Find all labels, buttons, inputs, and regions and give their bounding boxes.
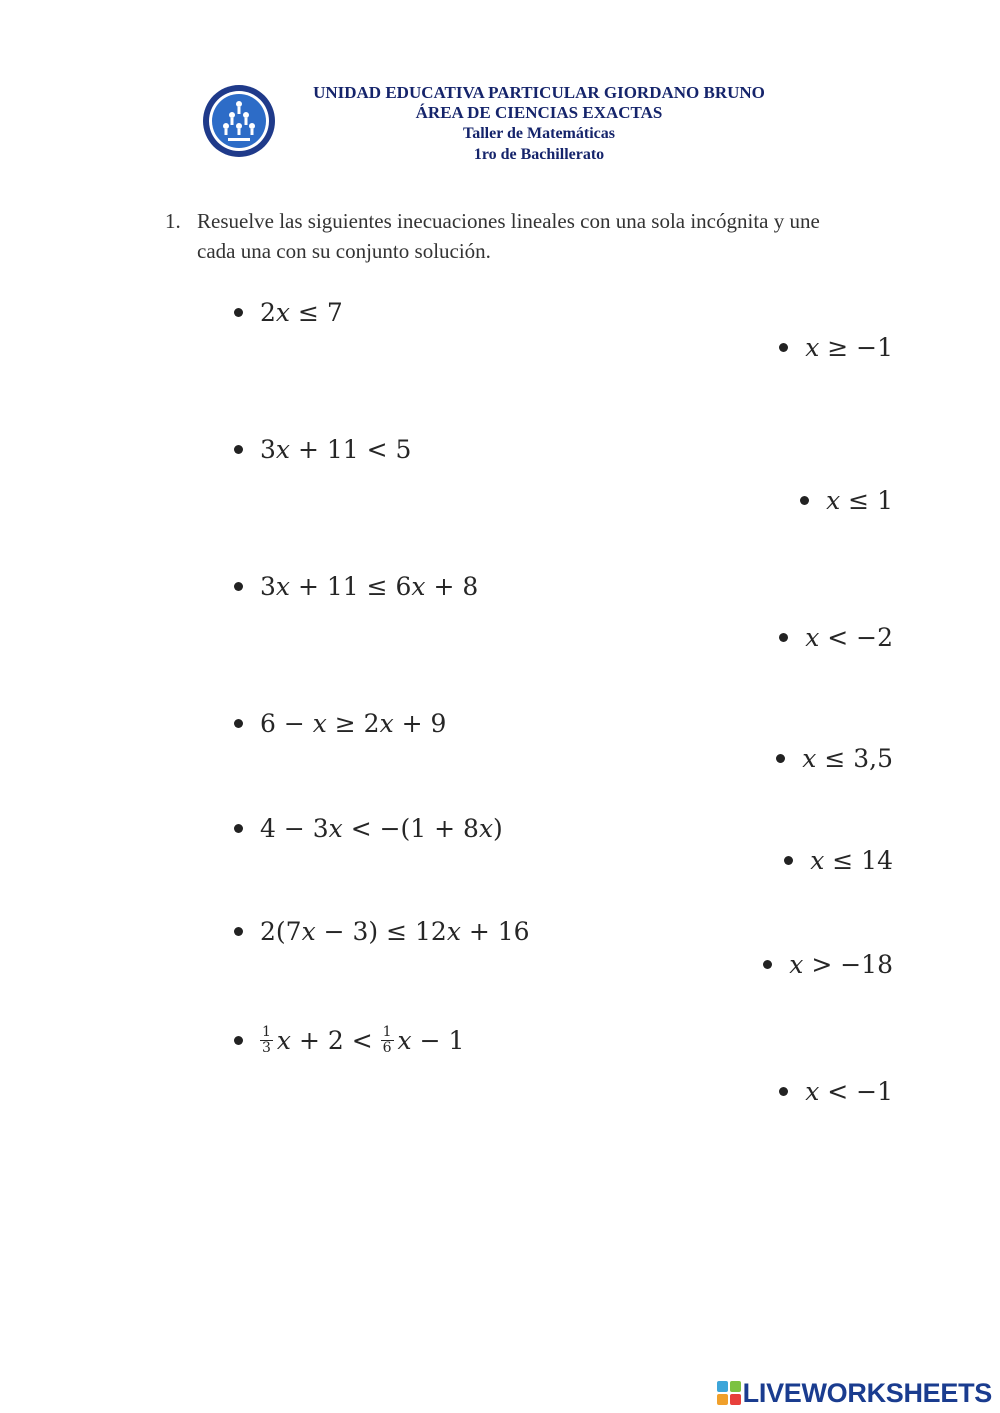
solution-text: 𝑥 ≤ 14 [810, 846, 893, 875]
inequality-text-part1: 𝑥 + 2 < [276, 1026, 373, 1055]
bullet-icon [779, 343, 788, 352]
solution-item[interactable] [800, 486, 893, 516]
inequality-item[interactable] [234, 814, 503, 844]
header [200, 82, 800, 177]
inequality-item[interactable] [234, 709, 446, 739]
solution-item[interactable] [784, 846, 893, 876]
solution-text: 𝑥 < −1 [805, 1077, 893, 1106]
solution-item[interactable] [779, 1077, 893, 1107]
bullet-icon [234, 582, 243, 591]
inequality-text: 6 − 𝑥 ≥ 2𝑥 + 9 [260, 709, 447, 738]
inequality-text: 2(7𝑥 − 3) ≤ 12𝑥 + 16 [260, 917, 530, 946]
fraction-numerator: 1 [382, 1024, 392, 1040]
solution-text: 𝑥 < −2 [805, 623, 893, 652]
solution-text: 𝑥 > −18 [789, 950, 893, 979]
area-name: ÁREA DE CIENCIAS EXACTAS [415, 103, 663, 122]
inequality-item[interactable] [234, 435, 411, 465]
bullet-icon [776, 754, 785, 763]
solution-item[interactable] [763, 950, 893, 980]
question-text: Resuelve las siguientes inecuaciones lineales con una sola incógnita y une cada una con su conjunto solución. [197, 209, 820, 263]
bullet-icon [784, 856, 793, 865]
solution-item[interactable] [779, 623, 893, 653]
brand-name: LIVEWORKSHEETS [742, 1377, 992, 1408]
inequality-item[interactable] [234, 1026, 464, 1058]
inequality-text: 3𝑥 + 11 ≤ 6𝑥 + 8 [260, 572, 479, 601]
inequality-item[interactable] [234, 917, 530, 947]
liveworksheets-brand[interactable] [717, 1378, 992, 1408]
fraction-denominator: 3 [262, 1040, 271, 1056]
inequality-text-part2: 𝑥 − 1 [397, 1026, 465, 1055]
liveworksheets-logo-icon [717, 1381, 741, 1405]
solution-text: 𝑥 ≤ 3,5 [802, 744, 893, 773]
fraction-numerator: 1 [262, 1024, 271, 1040]
bullet-icon [234, 719, 243, 728]
inequality-text: 2𝑥 ≤ 7 [260, 298, 343, 327]
solution-item[interactable] [776, 744, 893, 774]
inequality-item[interactable] [234, 572, 478, 602]
bullet-icon [234, 445, 243, 454]
fraction-denominator: 6 [382, 1040, 392, 1056]
bullet-icon [234, 824, 243, 833]
header-text [286, 82, 792, 165]
solution-item[interactable] [779, 333, 893, 363]
bullet-icon [234, 308, 243, 317]
bullet-icon [800, 496, 809, 505]
workshop-title: Taller de Matemáticas [463, 125, 615, 142]
fraction-one-third [260, 1025, 273, 1056]
solution-text: 𝑥 ≥ −1 [805, 333, 893, 362]
bullet-icon [763, 960, 772, 969]
solution-text: 𝑥 ≤ 1 [826, 486, 893, 515]
grade-level: 1ro de Bachillerato [473, 146, 605, 163]
inequality-item[interactable] [234, 298, 343, 328]
school-name: UNIDAD EDUCATIVA PARTICULAR GIORDANO BRUNO [313, 83, 765, 102]
fraction-one-sixth [381, 1025, 394, 1056]
question-number: 1. [165, 209, 181, 233]
inequality-text: 4 − 3𝑥 < −(1 + 8𝑥) [260, 814, 503, 843]
inequality-text: 3𝑥 + 11 < 5 [260, 435, 412, 464]
school-logo-icon [202, 84, 276, 158]
bullet-icon [779, 633, 788, 642]
bullet-icon [779, 1087, 788, 1096]
bullet-icon [234, 1036, 243, 1045]
bullet-icon [234, 927, 243, 936]
